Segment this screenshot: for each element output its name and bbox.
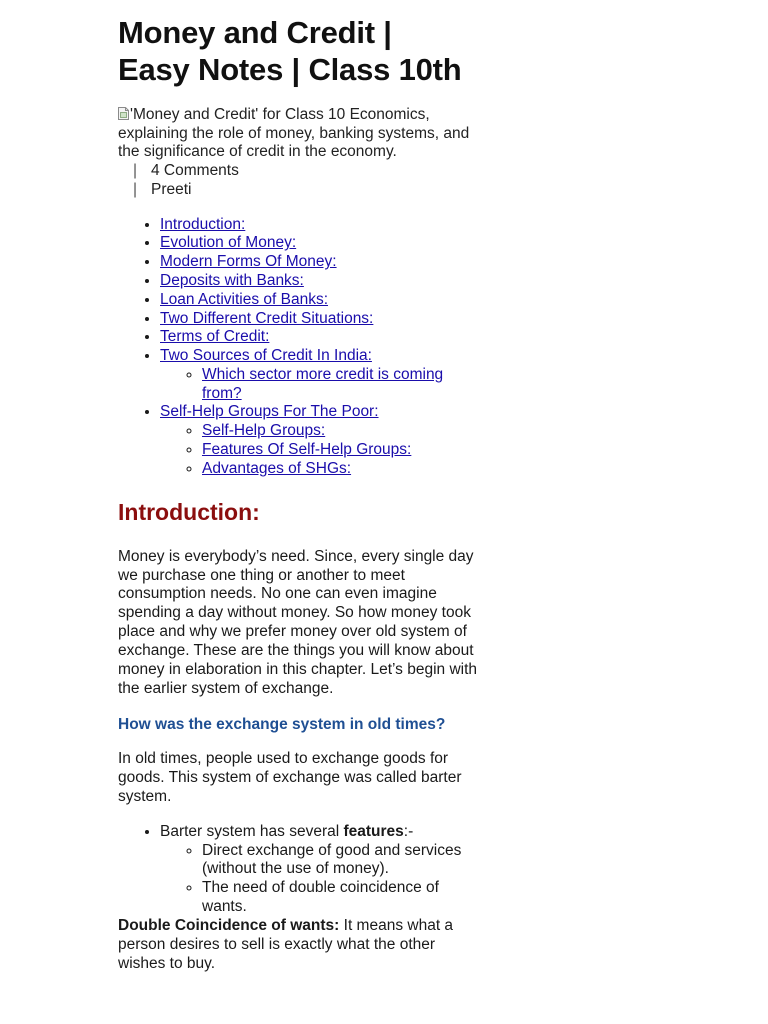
title-line-2: Easy Notes | Class 10th xyxy=(118,52,462,87)
toc-link-loan-activities[interactable]: Loan Activities of Banks: xyxy=(160,290,329,308)
feature-item: ◦ Direct exchange of good and services (without the use of money). xyxy=(202,842,480,880)
comments-link[interactable]: 4 Comments xyxy=(151,162,239,180)
toc-item xyxy=(160,328,480,347)
toc-link-advantages-of-shg[interactable]: Advantages of SHGs: xyxy=(202,459,352,477)
features-sublist xyxy=(160,842,480,918)
toc-link-introduction[interactable]: Introduction: xyxy=(160,215,246,233)
title-line-1: Money and Credit | xyxy=(118,15,392,50)
toc-link-sources-of-credit[interactable]: Two Sources of Credit In India: xyxy=(160,347,372,365)
barter-features-list xyxy=(118,823,480,918)
toc-subitem xyxy=(202,366,480,404)
toc-item xyxy=(160,291,480,310)
introduction-paragraph: Money is everybody’s need. Since, every single day we purchase one thing or another to meet consumption needs. No one can even imagine spending a day without money. So how money took place and why we prefer money over old system of exchange. These are the things you will know about money in elaboration in this chapter. Let’s begin with the earlier system of exchange. xyxy=(118,547,478,698)
toc-link-credit-situations[interactable]: Two Different Credit Situations: xyxy=(160,309,374,327)
featured-image xyxy=(118,106,480,162)
list-item xyxy=(160,823,480,918)
toc-item xyxy=(160,253,480,272)
comments-meta xyxy=(133,162,480,181)
toc-link-self-help-groups-for-poor[interactable]: Self-Help Groups For The Poor: xyxy=(160,403,379,421)
toc-item xyxy=(160,216,480,235)
feature-item: ◦ The need of double coincidence of wants. xyxy=(202,879,480,917)
toc-item xyxy=(160,272,480,291)
exchange-system-heading: How was the exchange system in old times? xyxy=(118,715,446,733)
toc-subitem xyxy=(202,460,480,479)
definition-text: It means what a person desires to sell is exactly what the other wishes to buy. xyxy=(118,917,454,972)
table-of-contents xyxy=(118,216,480,479)
features-intro-suffix: :- xyxy=(403,822,414,840)
featured-image-alt-text: 'Money and Credit' for Class 10 Economics, explaining the role of money, banking systems, and the significance of credit in the economy. xyxy=(118,106,470,161)
toc-link-deposits-with-banks[interactable]: Deposits with Banks: xyxy=(160,271,304,289)
toc-link-self-help-groups[interactable]: Self-Help Groups: xyxy=(202,422,326,440)
toc-link-modern-forms-of-money[interactable]: Modern Forms Of Money: xyxy=(160,253,337,271)
toc-item xyxy=(160,234,480,253)
post-meta xyxy=(133,162,480,199)
toc-link-evolution-of-money[interactable]: Evolution of Money: xyxy=(160,234,297,252)
toc-sublist xyxy=(160,422,480,478)
toc-link-which-sector[interactable]: Which sector more credit is coming from? xyxy=(202,365,444,402)
toc-subitem xyxy=(202,422,480,441)
introduction-heading: Introduction: xyxy=(118,498,260,525)
meta-separator: | xyxy=(133,162,138,180)
toc-sublist xyxy=(160,366,480,404)
author-meta xyxy=(133,181,480,200)
author-link[interactable]: Preeti xyxy=(151,180,192,198)
toc-link-terms-of-credit[interactable]: Terms of Credit: xyxy=(160,328,270,346)
barter-paragraph: In old times, people used to exchange goods for goods. This system of exchange was called barter system. xyxy=(118,749,462,805)
toc-link-features-of-shg[interactable]: Features Of Self-Help Groups: xyxy=(202,441,412,459)
definition-paragraph xyxy=(118,917,480,974)
definition-term: Double Coincidence of wants: xyxy=(118,917,340,935)
broken-image-icon xyxy=(118,107,129,120)
features-intro-text: Barter system has several xyxy=(160,822,344,840)
toc-subitem xyxy=(202,441,480,460)
article xyxy=(118,14,480,974)
toc-item xyxy=(160,403,480,478)
features-bold-word: features xyxy=(343,822,404,840)
toc-item xyxy=(160,310,480,329)
toc-item xyxy=(160,347,480,403)
page-title xyxy=(118,14,480,88)
meta-separator: | xyxy=(133,180,138,198)
